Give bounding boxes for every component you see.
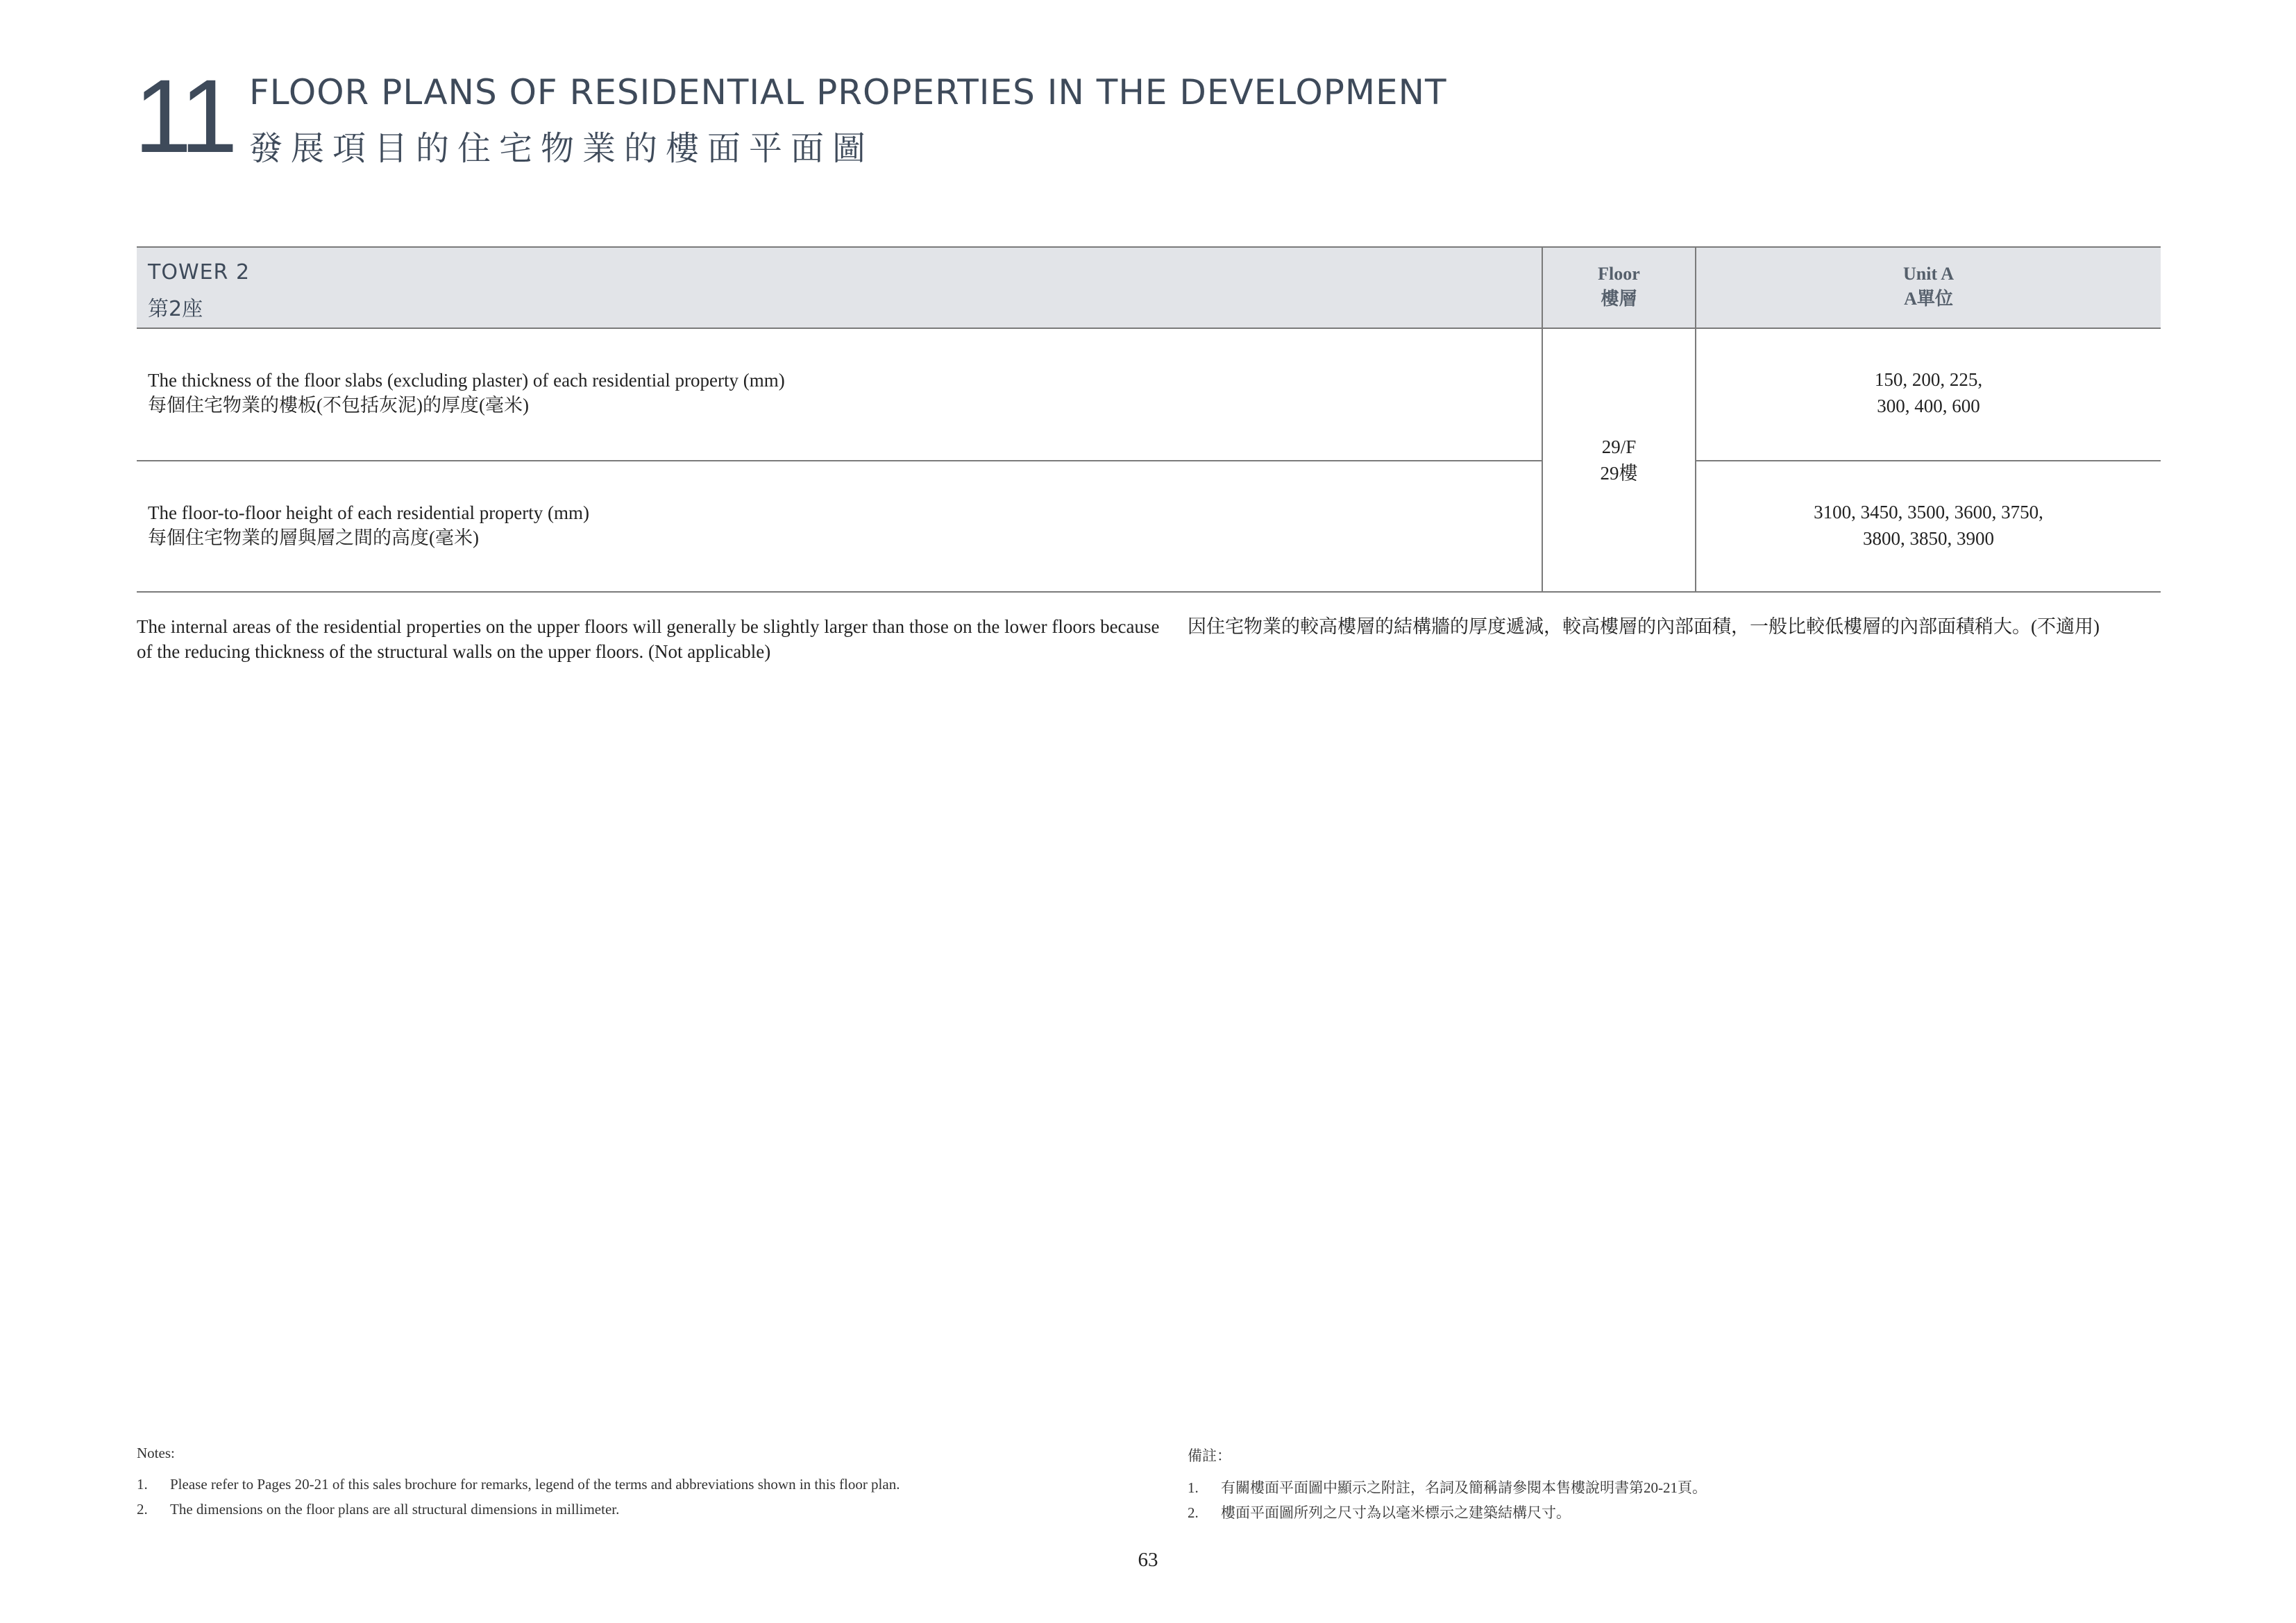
floor-value-cell xyxy=(1542,329,1695,591)
floor-value-zh: 29樓 xyxy=(1600,463,1638,484)
note-number: 1. xyxy=(137,1476,148,1493)
remark-zh: 因住宅物業的較高樓層的結構牆的厚度遞減，較高樓層的內部面積，一般比較低樓層的內部面積稍大。(不適用) xyxy=(1188,616,2100,637)
floor-height-label-en: The floor-to-floor height of each residential property (mm) xyxy=(148,502,589,523)
tower-label-zh: 第2座 xyxy=(148,297,203,321)
notes-zh xyxy=(1188,1445,2159,1525)
floor-height-value-line1: 3100, 3450, 3500, 3600, 3750, xyxy=(1814,502,2043,522)
floor-height-value-cell xyxy=(1696,460,2161,591)
floor-height-label-zh: 每個住宅物業的層與層之間的高度(毫米) xyxy=(148,527,479,548)
list-item xyxy=(1188,1500,2159,1525)
page-number: 63 xyxy=(1138,1549,1158,1571)
tower-header-cell xyxy=(137,248,1542,328)
tower-label-en: TOWER 2 xyxy=(148,260,251,284)
floor-header-en: Floor xyxy=(1598,264,1640,284)
notes-en xyxy=(137,1445,1178,1522)
floor-header-zh: 樓層 xyxy=(1601,289,1637,309)
floor-header-cell xyxy=(1542,248,1695,328)
note-number: 2. xyxy=(137,1501,148,1518)
note-text: The dimensions on the floor plans are all structural dimensions in millimeter. xyxy=(170,1501,620,1518)
remark-en: The internal areas of the residential properties on the upper floors will generally be slightly larger than those on the lower floors because of the reducing thickness of the structural walls on the upper floors. (Not applicable) xyxy=(137,616,1160,662)
note-text: 樓面平面圖所列之尺寸為以毫米標示之建築結構尺寸。 xyxy=(1221,1504,1571,1521)
list-item xyxy=(1188,1475,2159,1500)
list-item xyxy=(137,1497,1178,1522)
slab-thickness-label-en: The thickness of the floor slabs (excluding plaster) of each residential property (mm) xyxy=(148,370,785,391)
unit-header-zh: A單位 xyxy=(1904,289,1953,309)
slab-thickness-value-line1: 150, 200, 225, xyxy=(1874,369,1983,390)
slab-thickness-value-line2: 300, 400, 600 xyxy=(1877,396,1980,416)
floor-value-en: 29/F xyxy=(1601,436,1637,457)
slab-thickness-value-cell xyxy=(1696,329,2161,460)
list-item xyxy=(137,1472,1178,1497)
page-title-zh: 發展項目的住宅物業的樓面平面圖 xyxy=(249,129,875,168)
table-header-row xyxy=(137,248,2161,329)
unit-header-en: Unit A xyxy=(1903,264,1954,284)
notes-title-en: Notes: xyxy=(137,1445,175,1461)
table-body xyxy=(137,329,2161,593)
note-number: 2. xyxy=(1188,1504,1199,1521)
note-number: 1. xyxy=(1188,1479,1199,1496)
floor-spec-table xyxy=(137,246,2161,593)
table-row xyxy=(137,329,1542,460)
notes-title-zh: 備註： xyxy=(1188,1447,1231,1464)
floor-height-value-line2: 3800, 3850, 3900 xyxy=(1863,528,1994,549)
unit-header-cell xyxy=(1695,248,2161,328)
page-title-en: FLOOR PLANS OF RESIDENTIAL PROPERTIES IN THE DEVELOPMENT xyxy=(249,72,1447,112)
note-text: Please refer to Pages 20-21 of this sales brochure for remarks, legend of the terms and abbreviations shown in this floor plan. xyxy=(170,1476,900,1493)
section-number: 11 xyxy=(134,58,234,174)
note-text: 有關樓面平面圖中顯示之附註，名詞及簡稱請參閱本售樓說明書第20-21頁。 xyxy=(1221,1479,1707,1496)
table-row xyxy=(137,460,1542,591)
description-column xyxy=(137,329,1542,591)
slab-thickness-label-zh: 每個住宅物業的樓板(不包括灰泥)的厚度(毫米) xyxy=(148,395,529,416)
unit-a-column xyxy=(1695,329,2161,591)
